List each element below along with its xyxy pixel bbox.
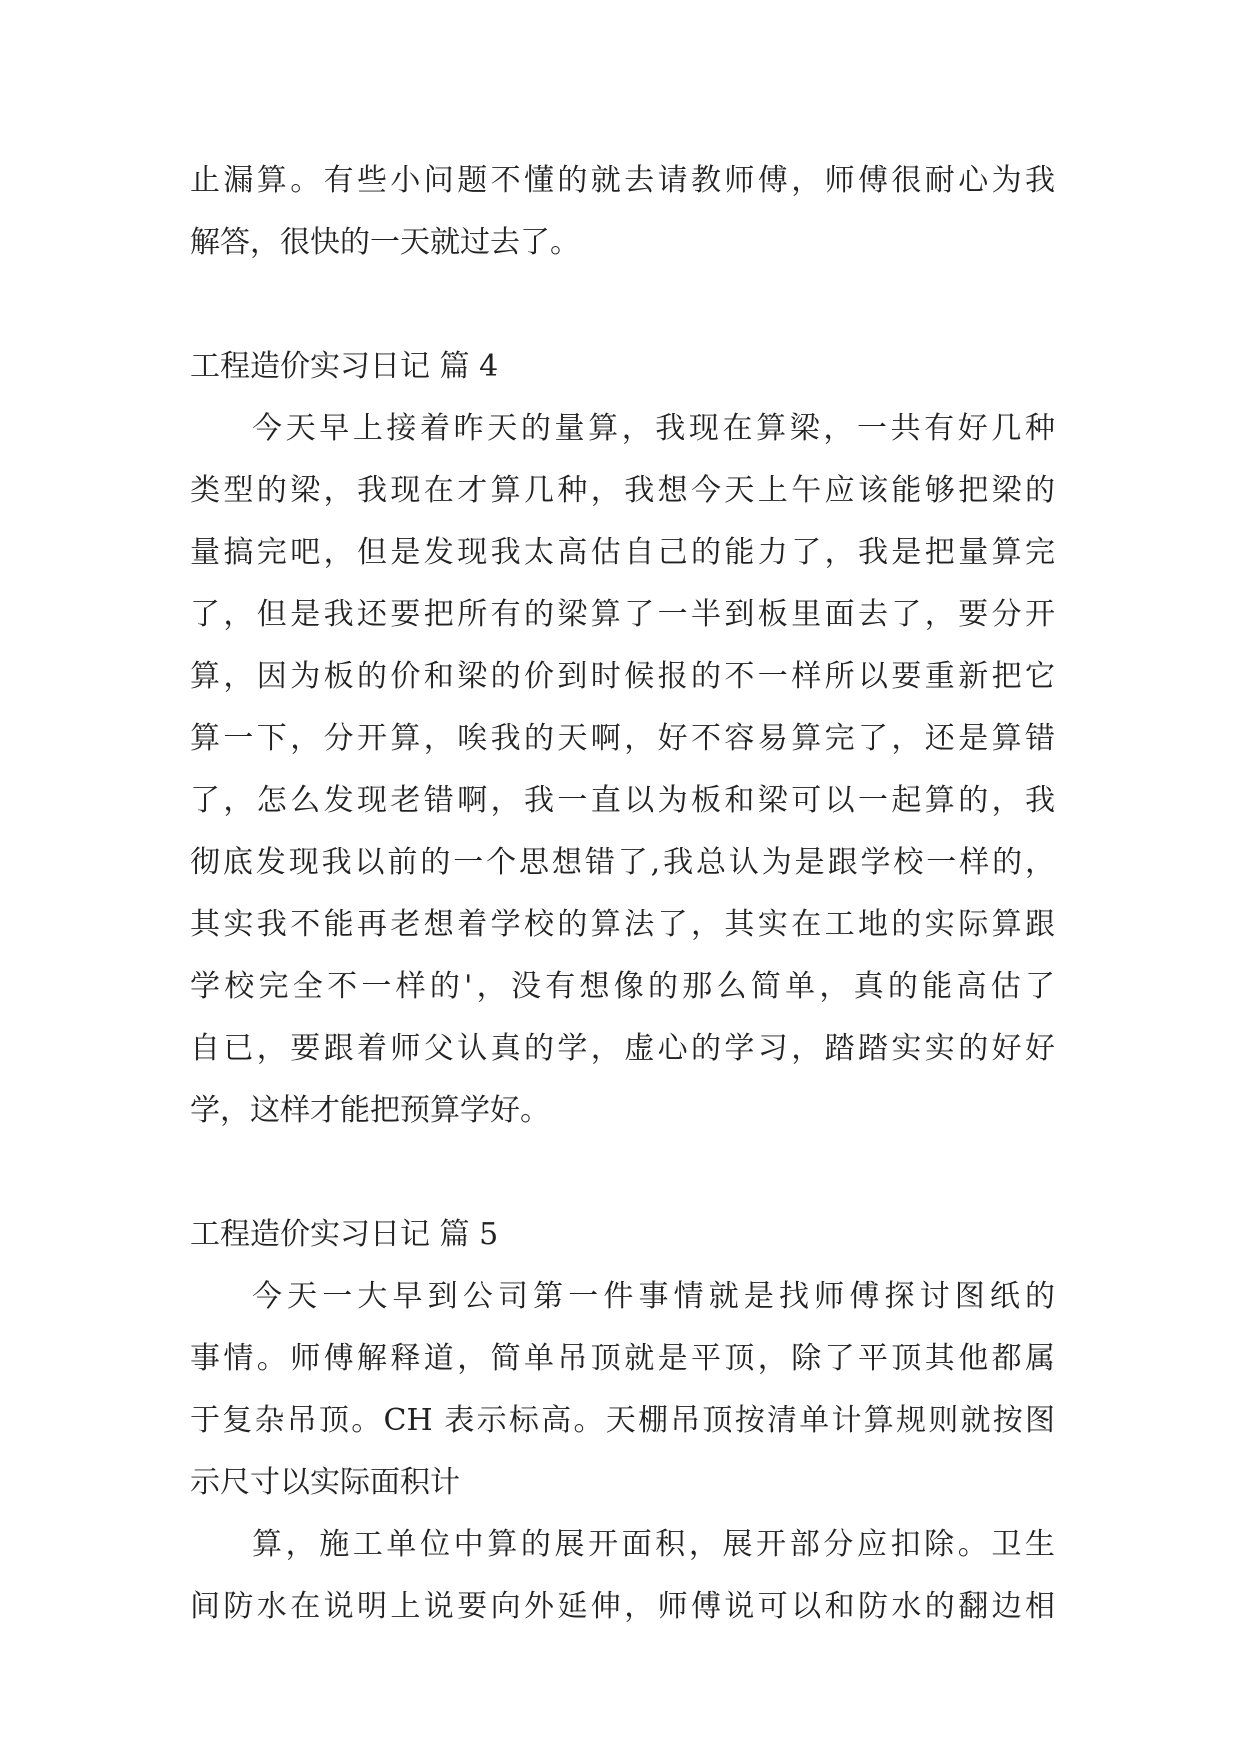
text-line: 学，这样才能把预算学好。 [190, 1093, 550, 1128]
section-heading: 工程造价实习日记 篇 4 [190, 349, 499, 384]
text-line: 解答，很快的一天就过去了。 [190, 225, 580, 260]
section-heading: 工程造价实习日记 篇 5 [190, 1217, 499, 1252]
text-line: 事情。师傅解释道，简单吊顶就是平顶，除了平顶其他都属 [190, 1341, 1055, 1376]
diary-entry-paragraph [190, 398, 1055, 1142]
text-line: 学校完全不一样的'，没有想像的那么简单，真的能高估了 [190, 969, 1055, 1004]
text-line: 今天早上接着昨天的量算，我现在算梁，一共有好几种 [252, 411, 1055, 446]
text-line: 算一下，分开算，唉我的天啊，好不容易算完了，还是算错 [190, 721, 1055, 756]
paragraph-gap [190, 274, 1055, 336]
text-line: 算，因为板的价和梁的价到时候报的不一样所以要重新把它 [190, 659, 1055, 694]
diary-entry-paragraph [190, 1514, 1055, 1638]
diary-entry-paragraph [190, 1266, 1055, 1514]
text-line: 示尺寸以实际面积计 [190, 1465, 460, 1500]
text-line: 其实我不能再老想着学校的算法了，其实在工地的实际算跟 [190, 907, 1055, 942]
paragraph-gap [190, 1142, 1055, 1204]
text-line: 量搞完吧，但是发现我太高估自己的能力了，我是把量算完 [190, 535, 1055, 570]
text-line: 了，怎么发现老错啊，我一直以为板和梁可以一起算的，我 [190, 783, 1055, 818]
text-line: 彻底发现我以前的一个思想错了,我总认为是跟学校一样的， [190, 845, 1055, 880]
text-line: 于复杂吊顶。CH 表示标高。天棚吊顶按清单计算规则就按图 [190, 1403, 1055, 1438]
text-line: 自已，要跟着师父认真的学，虚心的学习，踏踏实实的好好 [190, 1031, 1055, 1066]
paragraph-continuation [190, 150, 1055, 274]
text-line: 类型的梁，我现在才算几种，我想今天上午应该能够把梁的 [190, 473, 1055, 508]
text-line: 了，但是我还要把所有的梁算了一半到板里面去了，要分开 [190, 597, 1055, 632]
text-line: 间防水在说明上说要向外延伸，师傅说可以和防水的翻边相 [190, 1589, 1055, 1624]
text-line: 止漏算。有些小问题不懂的就去请教师傅，师傅很耐心为我 [190, 163, 1055, 198]
document-body [190, 150, 1055, 1638]
text-line: 算，施工单位中算的展开面积，展开部分应扣除。卫生 [252, 1527, 1055, 1562]
text-line: 今天一大早到公司第一件事情就是找师傅探讨图纸的 [252, 1279, 1055, 1314]
